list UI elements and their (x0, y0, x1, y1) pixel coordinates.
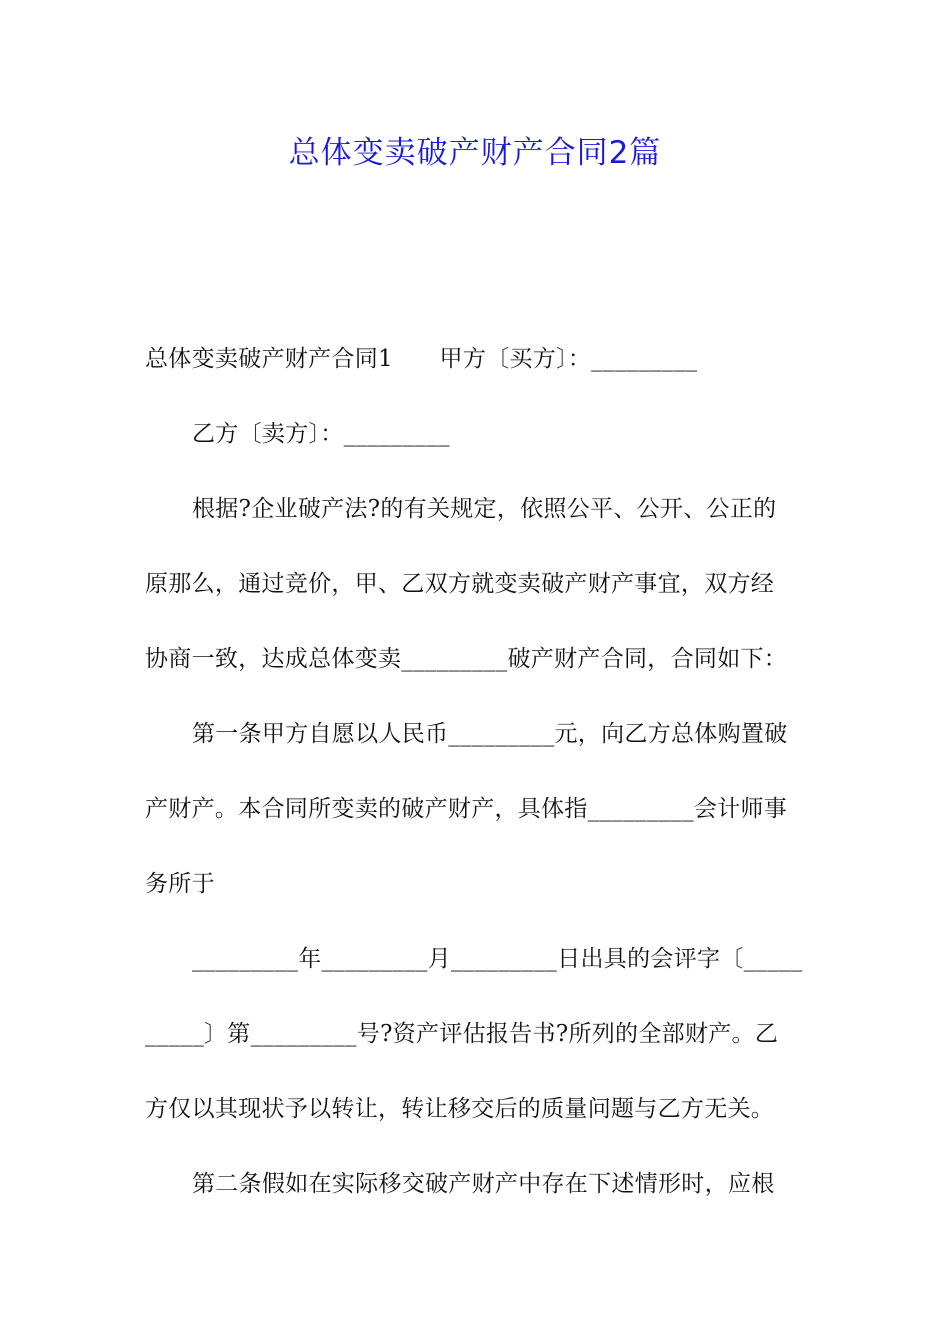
article-1-line: 第一条甲方自愿以人民币_________元，向乙方总体购置破 (192, 721, 788, 747)
body-line: 协商一致，达成总体变卖_________破产财产合同，合同如下： (145, 646, 788, 672)
date-line: _________年_________月_________日出具的会评字〔_____ (192, 946, 803, 972)
body-line: 产财产。本合同所变卖的破产财产，具体指_________会计师事 (145, 796, 788, 822)
contract-heading-line: 总体变卖破产财产合同1 甲方〔买方〕：_________ (145, 346, 698, 372)
body-line: 方仅以其现状予以转让，转让移交后的质量问题与乙方无关。 (145, 1096, 775, 1122)
article-2-line: 第二条假如在实际移交破产财产中存在下述情形时，应根 (192, 1171, 775, 1197)
body-line: 原那么，通过竞价，甲、乙双方就变卖破产财产事宜，双方经 (145, 571, 775, 597)
body-line: _____〕第_________号?资产评估报告书?所列的全部财产。乙 (145, 1021, 779, 1047)
body-line: 务所于 (145, 871, 215, 897)
document-title: 总体变卖破产财产合同2篇 (288, 135, 662, 171)
party-b-line: 乙方〔卖方〕：_________ (192, 421, 450, 447)
body-line: 根据?企业破产法?的有关规定，依照公平、公开、公正的 (192, 496, 777, 522)
